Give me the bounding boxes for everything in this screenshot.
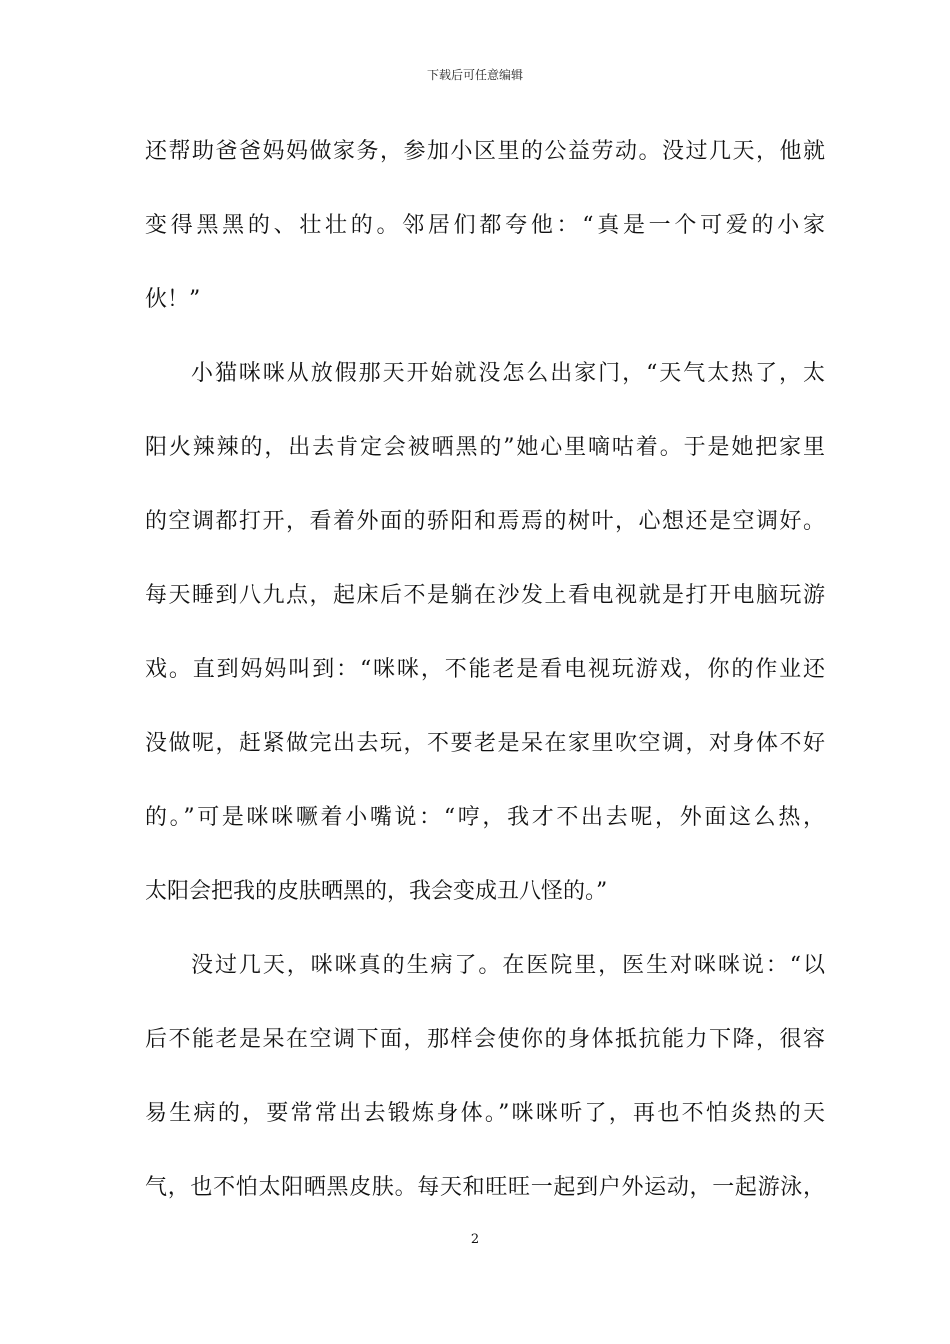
paragraph-start-line: 没过几天，咪咪真的生病了。在医院里，医生对咪咪说：“以	[191, 953, 825, 978]
text-line: 易生病的，要常常出去锻炼身体。”咪咪听了，再也不怕炎热的天	[145, 1101, 825, 1126]
text-line: 的。”可是咪咪噘着小嘴说：“哼，我才不出去呢，外面这么热，	[145, 805, 825, 830]
text-line: 伙！”	[145, 287, 201, 312]
text-line: 的空调都打开，看着外面的骄阳和焉焉的树叶，心想还是空调好。	[145, 509, 825, 534]
text-line: 气，也不怕太阳晒黑皮肤。每天和旺旺一起到户外运动，一起游泳，	[145, 1175, 825, 1200]
text-line: 戏。直到妈妈叫到：“咪咪，不能老是看电视玩游戏，你的作业还	[145, 657, 825, 682]
text-line: 每天睡到八九点，起床后不是躺在沙发上看电视就是打开电脑玩游	[145, 583, 825, 608]
page-number: 2	[470, 1232, 480, 1247]
text-line: 没做呢，赶紧做完出去玩，不要老是呆在家里吹空调，对身体不好	[145, 731, 825, 756]
text-line: 太阳会把我的皮肤晒黑的，我会变成丑八怪的。”	[145, 879, 608, 904]
text-line: 阳火辣辣的，出去肯定会被晒黑的”她心里嘀咕着。于是她把家里	[145, 435, 825, 460]
body-text	[145, 120, 825, 1230]
text-line: 还帮助爸爸妈妈做家务，参加小区里的公益劳动。没过几天，他就	[145, 139, 825, 164]
text-line: 变得黑黑的、壮壮的。邻居们都夸他：“真是一个可爱的小家	[145, 213, 825, 238]
header-note: 下载后可任意编辑	[426, 68, 523, 82]
paragraph-start-line: 小猫咪咪从放假那天开始就没怎么出家门，“天气太热了，太	[191, 361, 825, 386]
text-line: 后不能老是呆在空调下面，那样会使你的身体抵抗能力下降，很容	[145, 1027, 825, 1052]
